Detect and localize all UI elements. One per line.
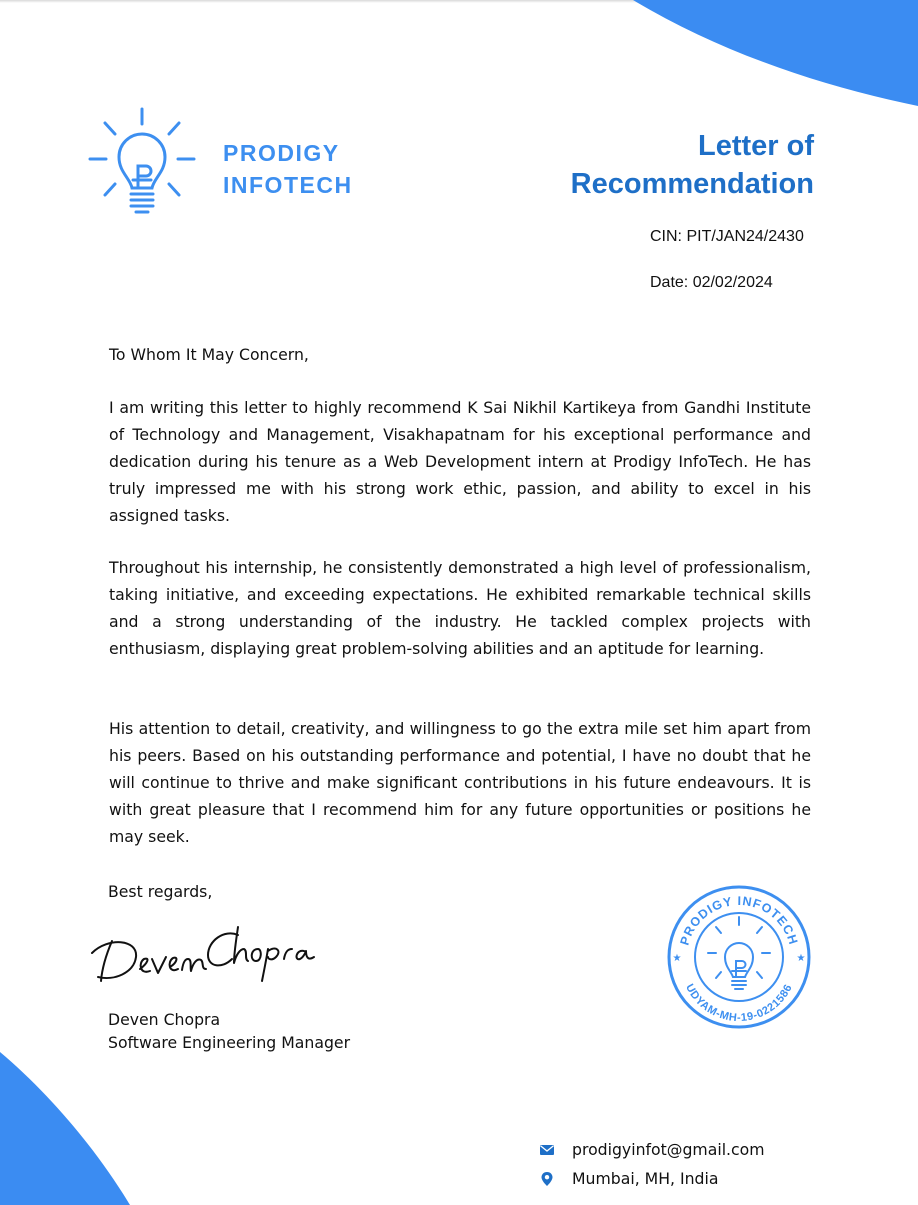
document-title-line1: Letter of — [698, 130, 814, 162]
top-right-swoosh — [633, 0, 918, 106]
document-title-line2: Recommendation — [570, 168, 814, 200]
envelope-icon — [539, 1142, 555, 1158]
svg-text:★: ★ — [796, 953, 806, 964]
svg-text:★: ★ — [672, 953, 682, 964]
svg-text:PRODIGY INFOTECH: PRODIGY INFOTECH — [677, 893, 801, 947]
contact-email-row — [539, 1140, 765, 1159]
contact-email[interactable]: prodigyinfot@gmail.com — [572, 1140, 765, 1159]
signer-block — [108, 1008, 350, 1054]
contact-location-row — [539, 1169, 718, 1188]
company-name — [223, 137, 353, 201]
letter-date: Date: 02/02/2024 — [650, 274, 773, 291]
bottom-left-swoosh — [0, 1052, 130, 1205]
company-seal-stamp — [663, 881, 815, 1033]
document-title — [571, 127, 814, 203]
handwritten-signature — [88, 915, 318, 990]
closing: Best regards, — [108, 882, 213, 901]
map-pin-icon — [539, 1171, 555, 1187]
contact-location: Mumbai, MH, India — [572, 1169, 719, 1188]
lightbulb-logo-icon — [86, 104, 198, 218]
company-name-line1: PRODIGY — [223, 140, 340, 166]
company-name-line2: INFOTECH — [223, 172, 353, 198]
body-paragraph-1: I am writing this letter to highly recommend K Sai Nikhil Kartikeya from Gandhi Institute of Technology and Management, Visakhapatnam for his exceptional performance and dedication during his tenure as a Web Development intern at Prodigy InfoTech. He has truly impressed me with his strong work ethic, passion, and ability to excel in his assigned tasks. — [109, 398, 811, 525]
cin-number: CIN: PIT/JAN24/2430 — [650, 228, 804, 245]
body-paragraph-3: His attention to detail, creativity, and willingness to go the extra mile set him apart from his peers. Based on his outstanding performance and potential, I have no doubt that he will continue to thrive and make significant contributions in his future endeavours. It is with great pleasure that I recommend him for any future opportunities or positions he may seek. — [109, 719, 811, 846]
body-paragraph-2: Throughout his internship, he consistently demonstrated a high level of professionalism, taking initiative, and exceeding expectations. He exhibited remarkable technical skills and a strong understanding of the industry. He tackled complex projects with enthusiasm, displaying great problem-solving abilities and an aptitude for learning. — [109, 558, 811, 658]
signer-title: Software Engineering Manager — [108, 1033, 351, 1052]
svg-text:UDYAM-MH-19-0221586: UDYAM-MH-19-0221586 — [683, 982, 795, 1025]
salutation: To Whom It May Concern, — [109, 345, 309, 364]
signer-name: Deven Chopra — [108, 1010, 221, 1029]
